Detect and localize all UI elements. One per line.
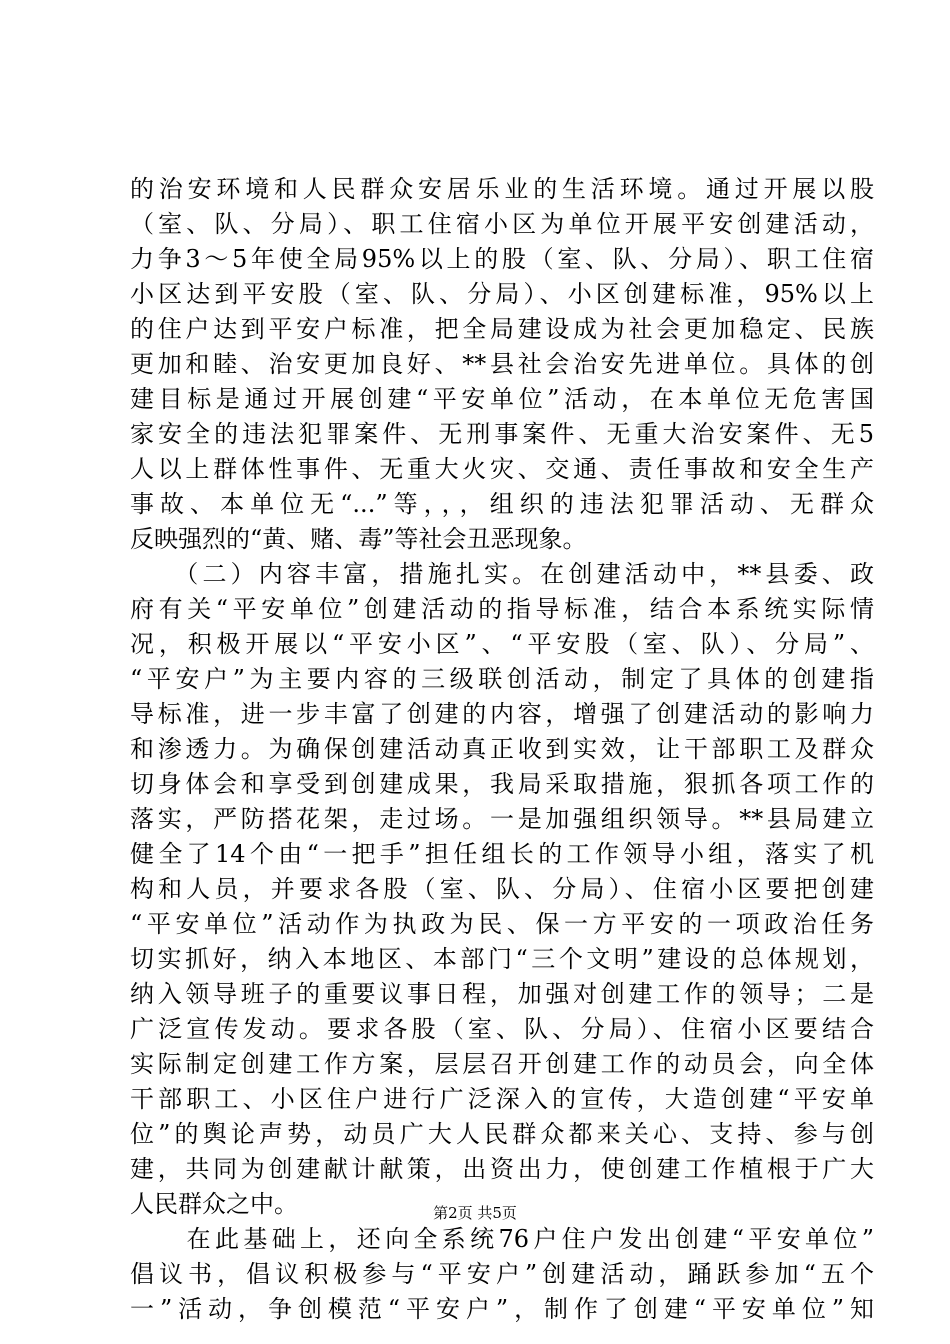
text-line: 和渗透力。为确保创建活动真正收到实效，让干部职工及群众 xyxy=(130,735,874,763)
text-line: 建目标是通过开展创建“平安单位”活动，在本单位无危害国 xyxy=(130,385,874,413)
text-line: 的住户达到平安户标准，把全局建设成为社会更加稳定、民族 xyxy=(130,315,874,343)
text-line: 一”活动，争创模范“平安户”，制作了创建“平安单位”知 xyxy=(130,1295,874,1323)
text-line: 健全了14个由“一把手”担任组长的工作领导小组，落实了机 xyxy=(130,840,874,868)
text-line: 事故、本单位无“...”等，，，组织的违法犯罪活动、无群众 xyxy=(130,490,874,518)
text-line: 实际制定创建工作方案，层层召开创建工作的动员会，向全体 xyxy=(130,1050,874,1078)
text-line: 的治安环境和人民群众安居乐业的生活环境。通过开展以股 xyxy=(130,175,874,203)
text-line: 况，积极开展以“平安小区”、“平安股（室、队）、分局”、 xyxy=(130,630,874,658)
text-line: 构和人员，并要求各股（室、队、分局）、住宿小区要把创建 xyxy=(130,875,874,903)
text-line: 落实，严防搭花架，走过场。一是加强组织领导。**县局建立 xyxy=(130,805,874,833)
text-line: 府有关“平安单位”创建活动的指导标准，结合本系统实际情 xyxy=(130,595,874,623)
text-line: 广泛宣传发动。要求各股（室、队、分局）、住宿小区要结合 xyxy=(130,1015,874,1043)
text-line: 家安全的违法犯罪案件、无刑事案件、无重大治安案件、无5 xyxy=(130,420,874,448)
page-footer xyxy=(0,1203,950,1223)
text-line: 更加和睦、治安更加良好、**县社会治安先进单位。具体的创 xyxy=(130,350,874,378)
text-line: “平安单位”活动作为执政为民、保一方平安的一项政治任务 xyxy=(130,910,874,938)
text-line: 位”的舆论声势，动员广大人民群众都来关心、支持、参与创 xyxy=(130,1120,874,1148)
text-line: 纳入领导班子的重要议事日程，加强对创建工作的领导；二是 xyxy=(130,980,874,1008)
text-line: 在此基础上，还向全系统76户住户发出创建“平安单位” xyxy=(130,1225,874,1253)
document-body xyxy=(130,172,874,1327)
text-line: 倡议书，倡议积极参与“平安户”创建活动，踊跃参加“五个 xyxy=(130,1260,874,1288)
text-line: 反映强烈的“黄、赌、毒”等社会丑恶现象。 xyxy=(130,525,587,553)
page-number-label: 第2页 共5页 xyxy=(433,1204,517,1222)
text-line: 力争3～5年使全局95%以上的股（室、队、分局）、职工住宿 xyxy=(130,245,874,273)
text-line: 切实抓好，纳入本地区、本部门“三个文明”建设的总体规划， xyxy=(130,945,874,973)
text-line: （二）内容丰富，措施扎实。在创建活动中，**县委、政 xyxy=(130,560,874,588)
text-line: 建，共同为创建献计献策，出资出力，使创建工作植根于广大 xyxy=(130,1155,874,1183)
text-line: 小区达到平安股（室、队、分局）、小区创建标准，95%以上 xyxy=(130,280,874,308)
text-line: 导标准，进一步丰富了创建的内容，增强了创建活动的影响力 xyxy=(130,700,874,728)
text-line: “平安户”为主要内容的三级联创活动，制定了具体的创建指 xyxy=(130,665,874,693)
text-line: 切身体会和享受到创建成果，我局采取措施，狠抓各项工作的 xyxy=(130,770,874,798)
text-line: （室、队、分局）、职工住宿小区为单位开展平安创建活动， xyxy=(130,210,874,238)
text-line: 人民群众之中。 xyxy=(130,1190,298,1218)
text-line: 人以上群体性事件、无重大火灾、交通、责任事故和安全生产 xyxy=(130,455,874,483)
text-line: 干部职工、小区住户进行广泛深入的宣传，大造创建“平安单 xyxy=(130,1085,874,1113)
